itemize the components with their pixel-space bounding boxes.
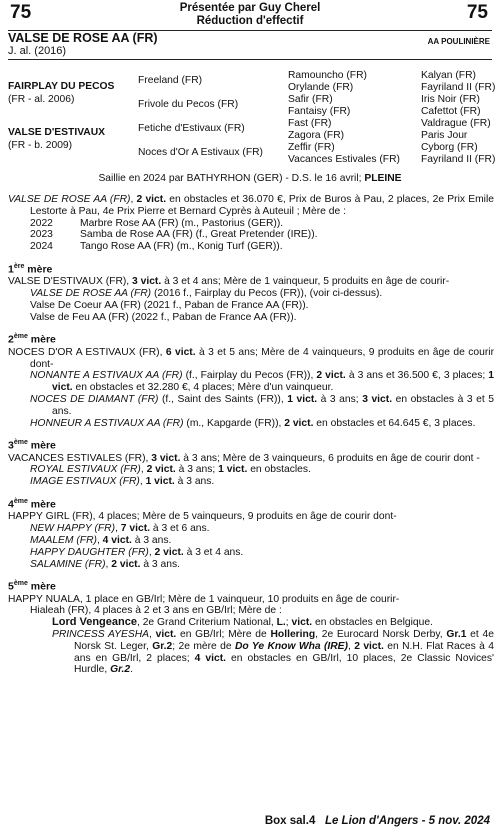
granddam-1: Frivole du Pecos (FR) bbox=[138, 99, 239, 110]
horse-name: VALSE DE ROSE AA (FR) bbox=[8, 31, 158, 45]
dam4-produce: MAALEM (FR), 4 vict. à 3 ans. bbox=[30, 534, 172, 546]
dam1-produce: Valse De Coeur AA (FR) (2021 f., Paban de France AA (FR)). bbox=[30, 299, 309, 311]
gen4-1: Kalyan (FR) bbox=[421, 70, 476, 81]
produce-item: 2022 Marbre Rose AA (FR) (m., Pastorius (GER)). bbox=[30, 217, 284, 229]
gen4-3: Iris Noir (FR) bbox=[421, 94, 480, 105]
dam3-paragraph: VACANCES ESTIVALES (FR), 3 vict. à 3 ans; Mère de 3 vainqueurs, 6 produits en âge de courir dont - bbox=[8, 452, 480, 464]
dam2-paragraph: NOCES D'OR A ESTIVAUX (FR), 6 vict. à 3 et 5 ans; Mère de 4 vainqueurs, 9 produits en âge de courir dont- bbox=[8, 346, 494, 370]
dam1-paragraph: VALSE D'ESTIVAUX (FR), 3 vict. à 3 et 4 ans; Mère de 1 vainqueur, 5 produits en âge de courir- bbox=[8, 276, 450, 288]
dam1-produce: Valse de Feu AA (FR) (2022 f., Paban de France AA (FR)). bbox=[30, 311, 297, 323]
dam5-paragraph: HAPPY NUALA, 1 place en GB/Irl; Mère de 1 vainqueur, 10 produits en âge de courir- bbox=[8, 593, 400, 605]
sire-info: (FR - al. 2006) bbox=[8, 94, 75, 105]
lot-number-left: 75 bbox=[10, 2, 32, 23]
dam3-produce: IMAGE ESTIVAUX (FR), 1 vict. à 3 ans. bbox=[30, 476, 215, 488]
produce-item: 2023 Samba de Rose AA (FR) (f., Great Pretender (IRE)). bbox=[30, 229, 318, 241]
consignor-line: Présentée par Guy Cherel bbox=[179, 2, 321, 14]
dam4-heading: 4ème mère bbox=[8, 498, 56, 511]
gen3-1: Ramouncho (FR) bbox=[288, 70, 367, 81]
lot-number-right: 75 bbox=[466, 2, 488, 23]
gen4-4: Cafettot (FR) bbox=[421, 106, 481, 117]
horse-type: AA POULINIÈRE bbox=[427, 37, 490, 46]
sire-name: FAIRPLAY DU PECOS bbox=[8, 81, 115, 92]
produce-item: 2024 Tango Rose AA (FR) (m., Konig Turf (GER)). bbox=[30, 241, 283, 253]
page-footer bbox=[265, 815, 490, 827]
dam5-produce: Lord Vengeance, 2e Grand Criterium National, L.; vict. en obstacles en Belgique. bbox=[52, 616, 433, 629]
pedigree-rule bbox=[8, 59, 492, 60]
gen3-3: Safir (FR) bbox=[288, 94, 333, 105]
saillie-line: Saillie en 2024 par BATHYRHON (GER) - D.S. le 16 avril; PLEINE bbox=[98, 173, 402, 184]
dam5-produce: Hialeah (FR), 4 places à 2 et 3 ans en GB/Irl; Mère de : bbox=[30, 605, 282, 617]
gen4-2: Fayriland II (FR) bbox=[421, 82, 496, 93]
granddam-2: Noces d'Or A Estivaux (FR) bbox=[138, 147, 263, 158]
gen4-7: Cyborg (FR) bbox=[421, 142, 478, 153]
dam4-produce: HAPPY DAUGHTER (FR), 2 vict. à 3 et 4 ans. bbox=[30, 546, 244, 558]
dam4-produce: SALAMINE (FR), 2 vict. à 3 ans. bbox=[30, 558, 180, 570]
grandsire-1: Freeland (FR) bbox=[138, 75, 203, 86]
dam5-produce: PRINCESS AYESHA, vict. en GB/Irl; Mère de Hollering, 2e Eurocard Norsk Derby, Gr.1 et 4e Norsk St. Leger, Gr.2; 2e mère de Do Ye Know Wha (IRE), 2 vict. en N.H. Flat Races à 4 ans en GB/Irl, 2 places; 4 vict. en obstacles en GB/Irl, 10 places, 2e Classic Novices' Hurdle, Gr.2. bbox=[52, 629, 494, 676]
consignor-header bbox=[130, 2, 370, 28]
dam1-produce: VALSE DE ROSE AA (FR) (2016 f., Fairplay du Pecos (FR)), (voir ci-dessus). bbox=[30, 288, 383, 300]
gen3-5: Fast (FR) bbox=[288, 118, 332, 129]
dam4-produce: NEW HAPPY (FR), 7 vict. à 3 et 6 ans. bbox=[30, 523, 210, 535]
grandsire-2: Fetiche d'Estivaux (FR) bbox=[138, 123, 245, 134]
dam5-heading: 5ème mère bbox=[8, 580, 56, 593]
gen3-6: Zagora (FR) bbox=[288, 130, 345, 141]
dam2-produce: NOCES DE DIAMANT (FR) (f., Saint des Saints (FR)), 1 vict. à 3 ans; 3 vict. en obstacles à 3 et 5 ans. bbox=[30, 393, 494, 417]
reduction-line: Réduction d'effectif bbox=[196, 15, 304, 27]
produce-record bbox=[8, 194, 494, 676]
dam3-heading: 3ème mère bbox=[8, 439, 56, 452]
dam1-heading: 1ère mère bbox=[8, 262, 53, 276]
dam-name: VALSE D'ESTIVAUX bbox=[8, 127, 106, 138]
dam3-produce: ROYAL ESTIVAUX (FR), 2 vict. à 3 ans; 1 vict. en obstacles. bbox=[30, 464, 311, 476]
gen3-4: Fantaisy (FR) bbox=[288, 106, 351, 117]
horse-birth: J. al. (2016) bbox=[8, 45, 67, 57]
summary-paragraph: VALSE DE ROSE AA (FR), 2 vict. en obstacles et 36.070 €, Prix de Buros à Pau, 2 places, 2e Prix Emile Lestorte à Pau, 4e Prix Pierre et Bernard Cyprès à Auteuil ; Mère de : bbox=[8, 194, 494, 217]
gen4-5: Valdrague (FR) bbox=[421, 118, 491, 129]
gen4-8: Fayriland II (FR) bbox=[421, 154, 496, 165]
gen4-6: Paris Jour bbox=[421, 130, 468, 141]
saillie-result: PLEINE bbox=[364, 173, 402, 184]
footer-event: Le Lion d'Angers - 5 nov. 2024 bbox=[324, 815, 490, 827]
footer-box: Box sal.4 bbox=[264, 815, 316, 827]
gen3-2: Orylande (FR) bbox=[288, 82, 354, 93]
gen3-7: Zeffir (FR) bbox=[288, 142, 335, 153]
dam-info: (FR - b. 2009) bbox=[8, 140, 73, 151]
dam2-produce: NONANTE A ESTIVAUX AA (FR) (f., Fairplay du Pecos (FR)), 2 vict. à 3 ans et 36.500 €, 3 places; 1 vict. en obstacles et 32.280 €, 4 places; Mère d'un vainqueur. bbox=[30, 370, 494, 394]
dam4-paragraph: HAPPY GIRL (FR), 4 places; Mère de 5 vainqueurs, 9 produits en âge de courir dont- bbox=[8, 511, 397, 523]
dam2-produce: HONNEUR A ESTIVAUX AA (FR) (m., Kapgarde (FR)), 2 vict. en obstacles et 64.645 €, 3 places. bbox=[30, 417, 476, 429]
dam2-heading: 2ème mère bbox=[8, 333, 56, 346]
gen3-8: Vacances Estivales (FR) bbox=[288, 154, 400, 165]
